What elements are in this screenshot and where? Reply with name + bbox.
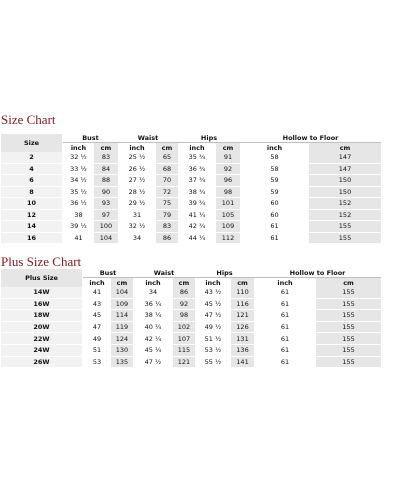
unit-header: inch [195,278,231,287]
table-cell: 41 ¼ [178,210,216,222]
table-cell: 155 [316,322,381,334]
table-cell: 141 [231,357,254,369]
table-row [1,333,381,345]
unit-header: cm [309,143,381,152]
table-cell: 119 [111,322,133,334]
table-cell: 155 [316,310,381,322]
table-row [1,187,381,199]
unit-header: cm [316,278,381,287]
table-cell: 44 ¼ [178,233,216,245]
table-cell: 155 [316,333,381,345]
table-cell: 43 [83,299,111,311]
table-cell: 155 [316,357,381,369]
table-cell: 91 [216,152,240,164]
table-cell: 101 [216,198,240,210]
table-cell: 114 [111,310,133,322]
table-cell: 102 [173,322,195,334]
table-cell: 155 [316,345,381,357]
table-cell: 38 ¼ [133,310,173,322]
table-cell: 131 [231,333,254,345]
table-cell: 49 ½ [195,322,231,334]
table-cell: 41 [83,287,111,299]
table-cell: 61 [254,310,316,322]
table-cell: 61 [254,299,316,311]
table-cell: 86 [173,287,195,299]
table-cell: 60 [240,198,309,210]
table-row [1,299,381,311]
table-cell: 61 [254,357,316,369]
size-chart-group-header [1,134,381,143]
table-cell: 68 [156,164,178,176]
table-cell: 88 [94,175,118,187]
table-row [1,287,381,299]
table-cell: 38 [63,210,94,222]
table-cell: 34 [118,233,156,245]
table-cell: 47 ½ [133,357,173,369]
table-cell: 58 [240,152,309,164]
table-cell: 61 [254,333,316,345]
table-cell: 35 ¾ [178,152,216,164]
unit-header: inch [63,143,94,152]
row-size-label: 16 [1,233,63,245]
table-cell: 152 [309,210,381,222]
table-cell: 109 [111,299,133,311]
table-cell: 109 [216,221,240,233]
table-cell: 34 ½ [63,175,94,187]
table-cell: 83 [156,221,178,233]
table-cell: 130 [111,345,133,357]
plus-chart-group-header [1,269,381,278]
row-size-label: 26W [1,357,83,369]
table-cell: 47 ½ [195,310,231,322]
group-header-bust: Bust [83,269,133,278]
table-cell: 155 [316,287,381,299]
table-cell: 39 ¾ [178,198,216,210]
table-cell: 136 [231,345,254,357]
table-cell: 36 ¾ [178,164,216,176]
unit-header: cm [111,278,133,287]
table-cell: 155 [309,221,381,233]
table-cell: 58 [240,164,309,176]
table-cell: 155 [316,299,381,311]
unit-header: inch [118,143,156,152]
unit-header: inch [178,143,216,152]
table-cell: 116 [231,299,254,311]
table-cell: 43 ½ [195,287,231,299]
table-row [1,164,381,176]
table-cell: 97 [94,210,118,222]
plus-size-chart-table [1,269,381,368]
table-cell: 105 [216,210,240,222]
table-cell: 36 ¼ [133,299,173,311]
table-cell: 42 ¼ [133,333,173,345]
table-cell: 155 [309,233,381,245]
table-cell: 121 [231,310,254,322]
table-cell: 33 ½ [63,164,94,176]
table-cell: 147 [309,152,381,164]
table-row [1,210,381,222]
group-header-hollow-to-floor: Hollow to Floor [240,134,381,143]
table-cell: 126 [231,322,254,334]
table-row [1,233,381,245]
unit-header: cm [156,143,178,152]
table-cell: 107 [173,333,195,345]
table-cell: 70 [156,175,178,187]
table-cell: 40 ¼ [133,322,173,334]
size-column-header: Size [1,134,63,152]
table-cell: 55 ½ [195,357,231,369]
table-cell: 53 [83,357,111,369]
table-cell: 104 [94,233,118,245]
table-cell: 45 [83,310,111,322]
table-cell: 51 [83,345,111,357]
row-size-label: 18W [1,310,83,322]
table-cell: 92 [173,299,195,311]
row-size-label: 16W [1,299,83,311]
table-cell: 61 [254,287,316,299]
size-chart-table [1,134,381,244]
table-cell: 79 [156,210,178,222]
table-cell: 124 [111,333,133,345]
table-cell: 38 ¾ [178,187,216,199]
table-cell: 37 ¾ [178,175,216,187]
table-cell: 59 [240,175,309,187]
table-cell: 60 [240,210,309,222]
table-cell: 147 [309,164,381,176]
group-header-waist: Waist [118,134,178,143]
table-row [1,198,381,210]
table-cell: 34 [133,287,173,299]
unit-header: inch [240,143,309,152]
table-row [1,175,381,187]
table-row [1,152,381,164]
table-cell: 27 ½ [118,175,156,187]
table-row [1,221,381,233]
table-cell: 28 ½ [118,187,156,199]
unit-header: inch [83,278,111,287]
table-cell: 41 [63,233,94,245]
table-cell: 75 [156,198,178,210]
table-cell: 61 [254,322,316,334]
table-cell: 39 ½ [63,221,94,233]
table-row [1,310,381,322]
group-header-hips: Hips [195,269,254,278]
table-cell: 59 [240,187,309,199]
table-cell: 115 [173,345,195,357]
table-cell: 86 [156,233,178,245]
table-cell: 92 [216,164,240,176]
row-size-label: 22W [1,333,83,345]
table-cell: 150 [309,175,381,187]
table-cell: 93 [94,198,118,210]
row-size-label: 6 [1,175,63,187]
table-row [1,322,381,334]
table-cell: 150 [309,187,381,199]
table-cell: 135 [111,357,133,369]
table-cell: 90 [94,187,118,199]
unit-header: inch [254,278,316,287]
group-header-hollow-to-floor: Hollow to Floor [254,269,381,278]
unit-header: cm [94,143,118,152]
table-cell: 61 [254,345,316,357]
table-cell: 98 [216,187,240,199]
row-size-label: 14 [1,221,63,233]
table-cell: 110 [231,287,254,299]
table-cell: 47 [83,322,111,334]
table-cell: 112 [216,233,240,245]
table-cell: 61 [240,233,309,245]
group-header-waist: Waist [133,269,195,278]
table-cell: 42 ¾ [178,221,216,233]
plus-size-column-header: Plus Size [1,269,83,287]
table-cell: 53 ½ [195,345,231,357]
table-cell: 45 ½ [195,299,231,311]
table-cell: 121 [173,357,195,369]
table-cell: 72 [156,187,178,199]
table-cell: 31 [118,210,156,222]
row-size-label: 12 [1,210,63,222]
row-size-label: 4 [1,164,63,176]
size-chart-title: Size Chart [1,112,56,127]
row-size-label: 14W [1,287,83,299]
table-cell: 83 [94,152,118,164]
table-row [1,357,381,369]
unit-header: cm [216,143,240,152]
unit-header: inch [133,278,173,287]
table-cell: 35 ½ [63,187,94,199]
table-cell: 84 [94,164,118,176]
table-cell: 36 ½ [63,198,94,210]
table-cell: 65 [156,152,178,164]
row-size-label: 20W [1,322,83,334]
table-cell: 51 ½ [195,333,231,345]
table-cell: 100 [94,221,118,233]
row-size-label: 2 [1,152,63,164]
unit-header: cm [231,278,254,287]
table-cell: 25 ½ [118,152,156,164]
table-cell: 152 [309,198,381,210]
table-cell: 96 [216,175,240,187]
plus-size-chart-title: Plus Size Chart [1,254,82,269]
table-cell: 29 ½ [118,198,156,210]
table-row [1,345,381,357]
row-size-label: 10 [1,198,63,210]
table-cell: 49 [83,333,111,345]
group-header-bust: Bust [63,134,118,143]
table-cell: 61 [240,221,309,233]
table-cell: 104 [111,287,133,299]
row-size-label: 24W [1,345,83,357]
table-cell: 32 ½ [118,221,156,233]
group-header-hips: Hips [178,134,240,143]
table-cell: 32 ½ [63,152,94,164]
table-cell: 26 ½ [118,164,156,176]
unit-header: cm [173,278,195,287]
table-cell: 45 ¼ [133,345,173,357]
row-size-label: 8 [1,187,63,199]
table-cell: 98 [173,310,195,322]
